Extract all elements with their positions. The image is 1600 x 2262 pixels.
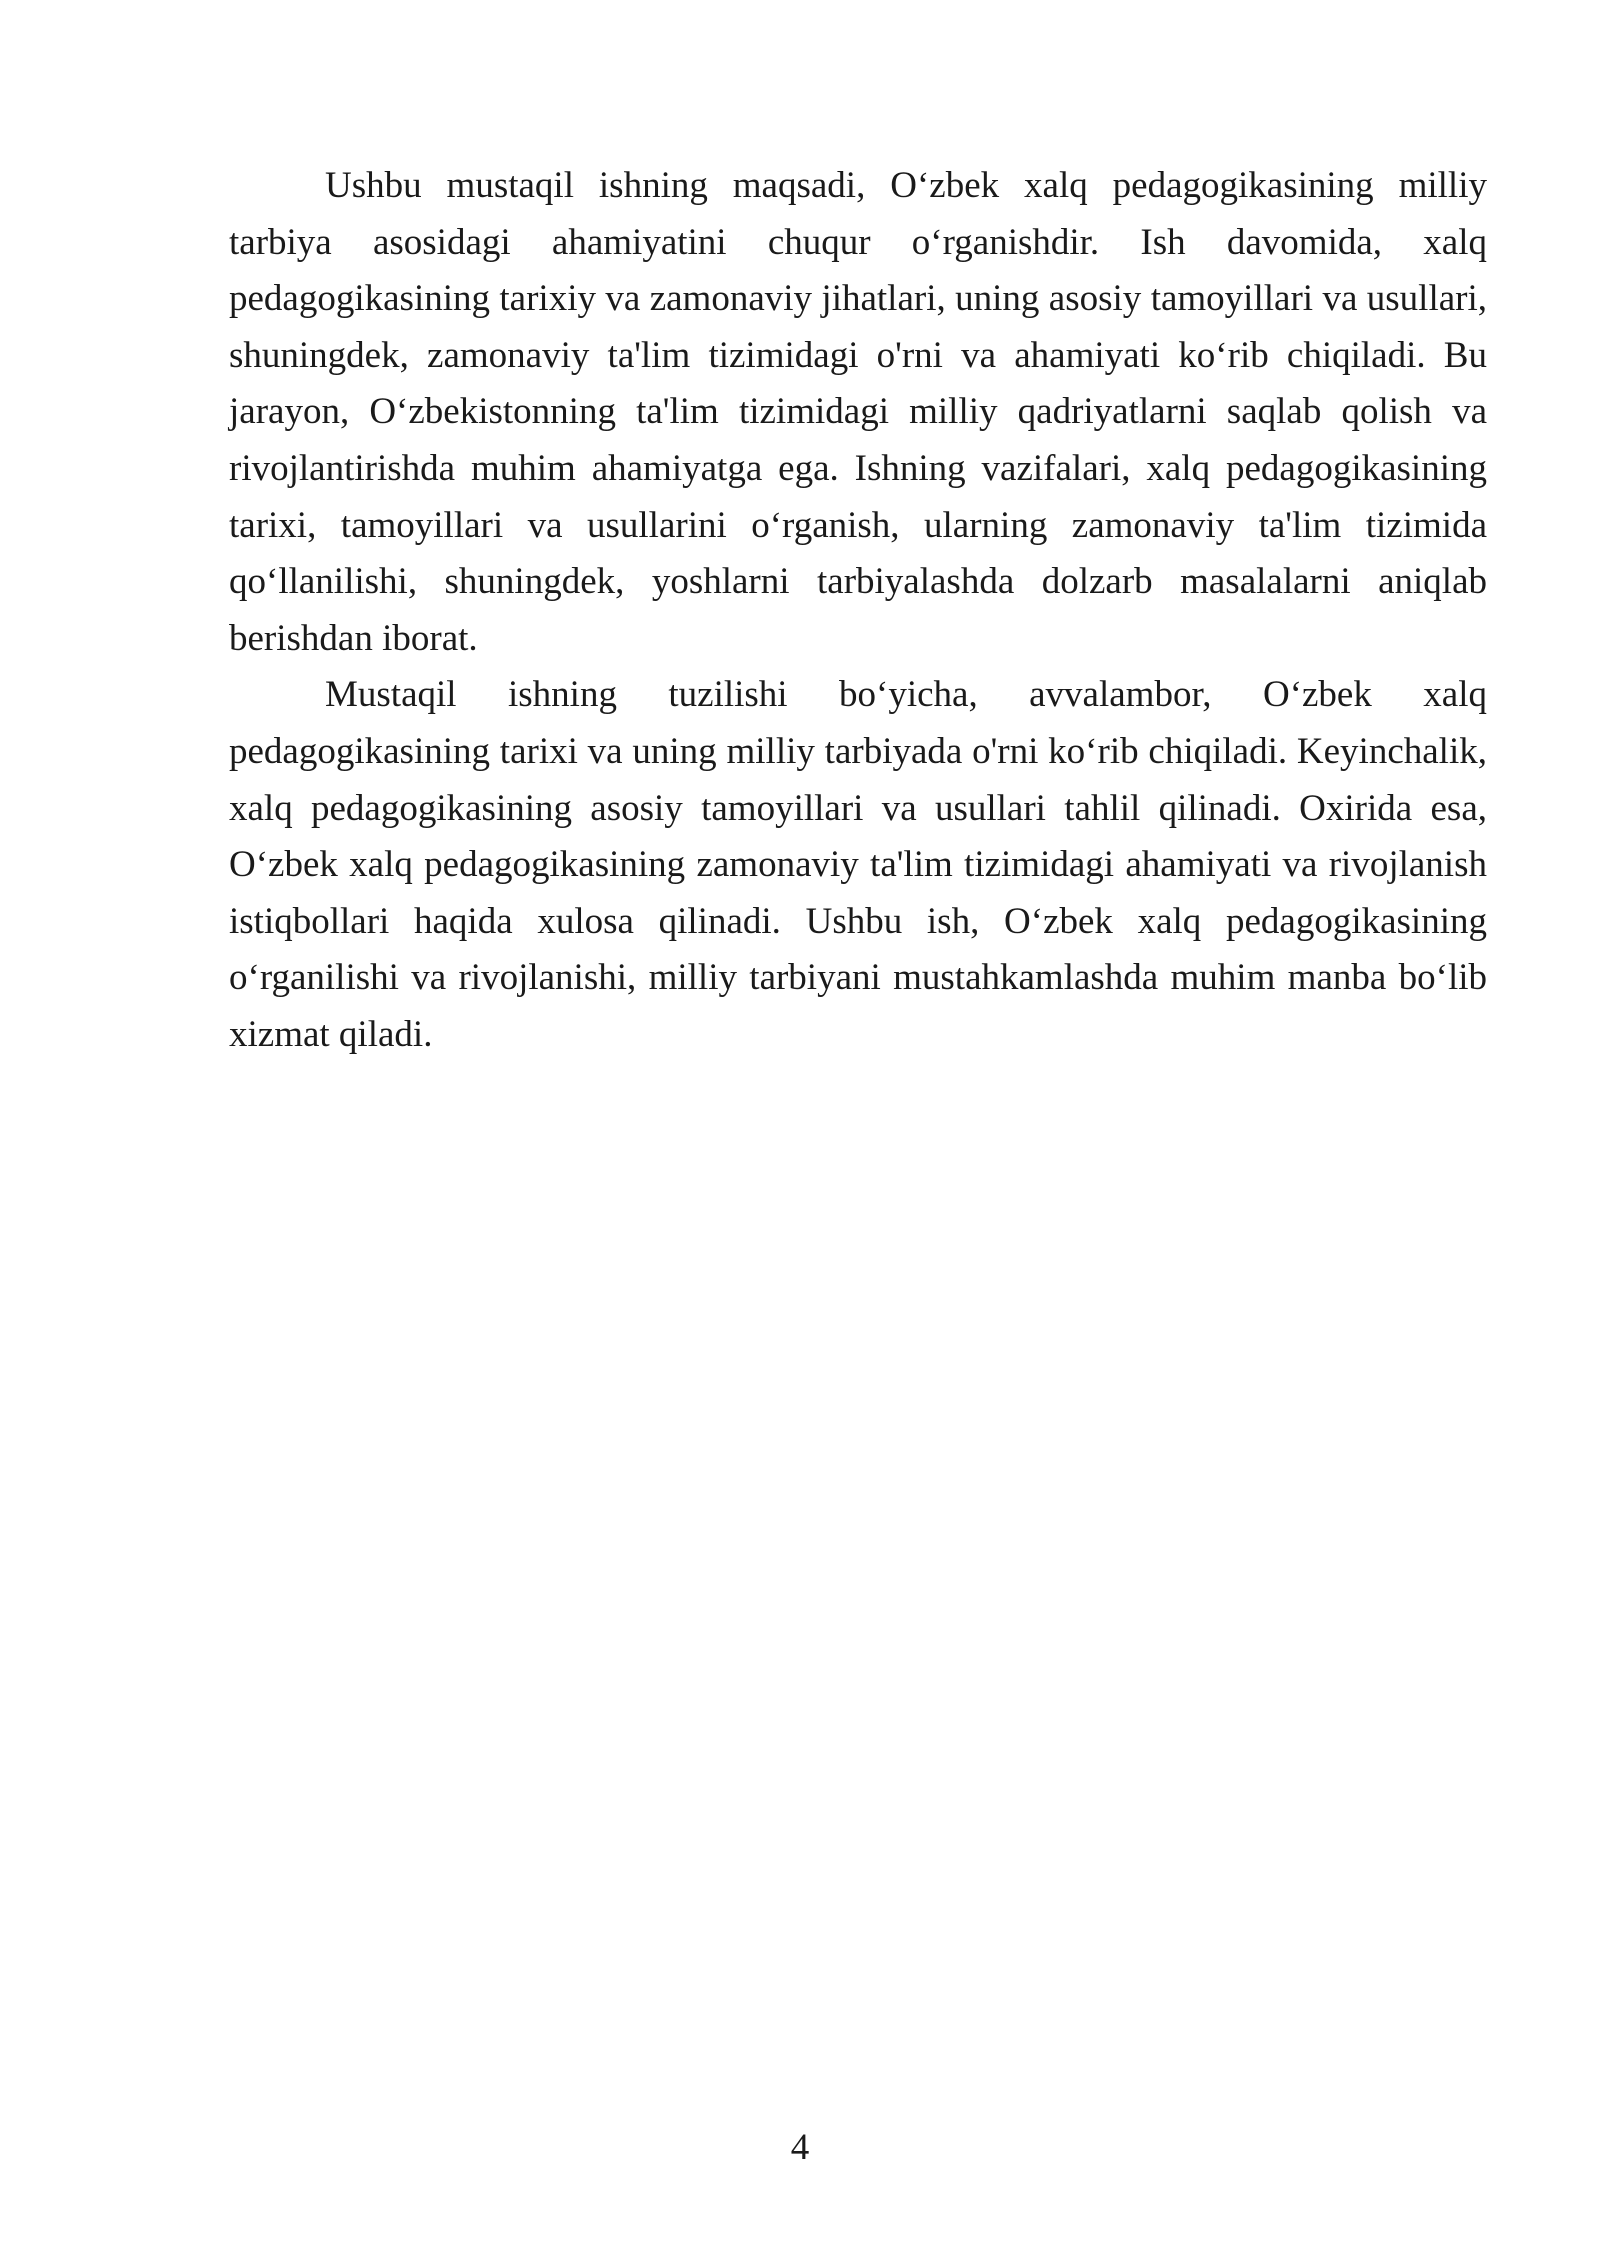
paragraph-1: Ushbu mustaqil ishning maqsadi, O‘zbek xalq pedagogikasining milliy tarbiya asosidagi ahamiyatini chuqur o‘rganishdir. Ish davomida, xalq pedagogikasining tarixiy va zamonaviy jihatlari, uning asosiy tamoyillari va usullari, shuningdek, zamonaviy ta'lim tizimidagi o'rni va ahamiyati ko‘rib chiqiladi. Bu jarayon, O‘zbekistonning ta'lim tizimidagi milliy qadriyatlarni saqlab qolish va rivojlantirishda muhim ahamiyatga ega. Ishning vazifalari, xalq pedagogikasining tarixi, tamoyillari va usullarini o‘rganish, ularning zamonaviy ta'lim tizimida qo‘llanilishi, shuningdek, yoshlarni tarbiyalashda dolzarb masalalarni aniqlab berishdan iborat. [229, 165, 1487, 659]
body-text [229, 158, 1487, 1064]
paragraph-2: Mustaqil ishning tuzilishi bo‘yicha, avvalambor, O‘zbek xalq pedagogikasining tarixi va uning milliy tarbiyada o'rni ko‘rib chiqiladi. Keyinchalik, xalq pedagogikasining asosiy tamoyillari va usullari tahlil qilinadi. Oxirida esa, O‘zbek xalq pedagogikasining zamonaviy ta'lim tizimidagi ahamiyati va rivojlanish istiqbollari haqida xulosa qilinadi. Ushbu ish, O‘zbek xalq pedagogikasining o‘rganilishi va rivojlanishi, milliy tarbiyani mustahkamlashda muhim manba bo‘lib xizmat qiladi. [229, 674, 1487, 1055]
page-number: 4 [790, 2127, 810, 2168]
